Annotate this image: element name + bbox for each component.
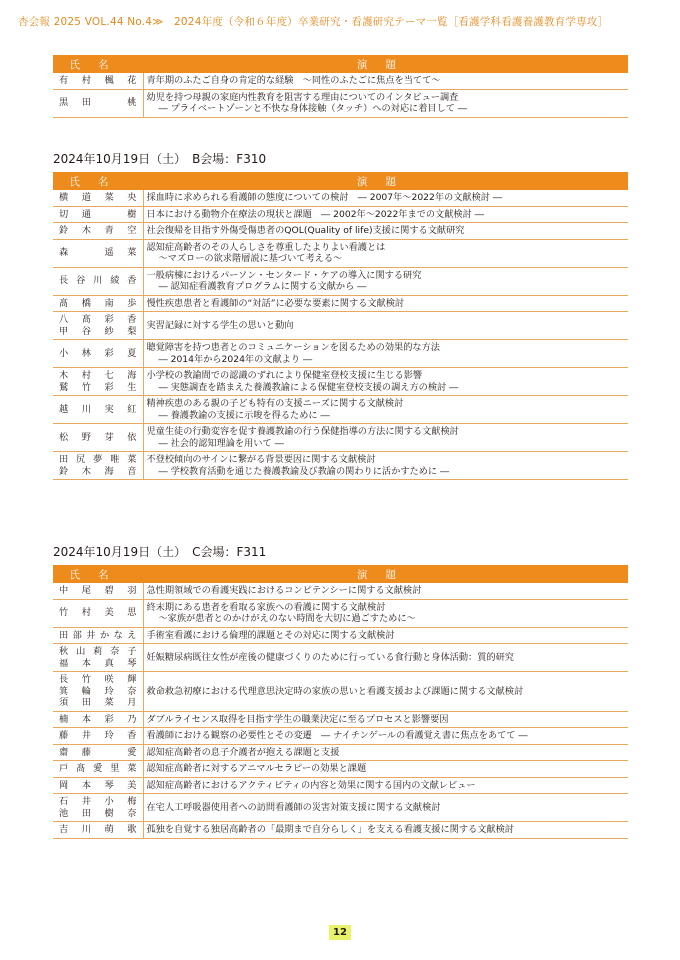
presenter-names xyxy=(53,583,143,599)
presentation-table-a xyxy=(53,55,628,118)
topic-subtitle: ― プライベートゾーンと不快な身体接触（タッチ）への対応に着目して ― xyxy=(158,103,468,114)
presenter-names xyxy=(53,728,143,745)
topic-title: 小学校の教諭間での認識のずれにより保健室登校支援に生じる影響 xyxy=(146,370,423,381)
presentation-topic xyxy=(143,761,628,778)
presenter-name: 鷲竹彩生 xyxy=(59,381,137,393)
presentation-topic xyxy=(143,424,628,452)
presenter-name: 秋山莉奈子 xyxy=(59,646,137,657)
topic-title: 一般病棟におけるパーソン・センタード・ケアの導入に関する研究 xyxy=(146,269,422,281)
table-row xyxy=(53,672,628,712)
topic-subtitle: ― 実態調査を踏まえた養護教諭による保健室登校支援の調え方の検討 ― xyxy=(158,381,459,393)
page-number: 12 xyxy=(329,925,351,940)
column-header-topic: 演題 xyxy=(143,565,628,583)
topic-title: 慢性疾患患者と看護師の“対話”に必要な要素に関する文献検討 xyxy=(146,297,405,309)
table-row xyxy=(53,728,628,745)
topic-title: 採血時に求められる看護師の態度についての検討 ― 2007年～2022年の文献検討 ― xyxy=(146,192,503,203)
presenter-names xyxy=(53,239,143,267)
topic-title: 認知症高齢者に対するアニマルセラピーの効果と課題 xyxy=(146,763,367,774)
topic-subtitle: ― 2014年から2024年の文献より ― xyxy=(158,353,313,365)
topic-title: 孤独を自覚する独居高齢者の「最期まで自分らしく」を支える看護支援に関する文献検討 xyxy=(146,824,514,835)
presentation-topic xyxy=(143,312,628,340)
table-body xyxy=(53,583,628,838)
presenter-name: 竹村美思 xyxy=(59,607,137,619)
presentation-topic xyxy=(143,583,628,599)
table-row xyxy=(53,822,628,839)
presenter-names xyxy=(53,312,143,340)
presenter-name: 木村七海 xyxy=(59,370,137,381)
presentation-topic xyxy=(143,627,628,644)
table-row xyxy=(53,627,628,644)
topic-title: 認知症高齢者の息子介護者が抱える課題と支援 xyxy=(146,746,340,758)
topic-subtitle: ― 養護教諭の支援に示唆を得るために ― xyxy=(158,409,330,421)
presenter-name: 岡本琴美 xyxy=(59,779,137,791)
table-row xyxy=(53,89,628,117)
presenter-names xyxy=(53,396,143,424)
topic-subtitle: ～マズローの欲求階層説に基づいて考える～ xyxy=(158,253,343,264)
table-row xyxy=(53,190,628,206)
presentation-topic xyxy=(143,777,628,794)
presenter-name: 黒田 桃 xyxy=(59,97,137,109)
table-row xyxy=(53,761,628,778)
presenter-name: 切通 樹 xyxy=(59,208,137,220)
presentation-topic xyxy=(143,89,628,117)
table-body xyxy=(53,73,628,117)
presenter-names xyxy=(53,644,143,672)
presenter-name: 鈴木海音 xyxy=(59,465,137,477)
table-row xyxy=(53,295,628,312)
section-c xyxy=(53,543,628,839)
topic-title: 精神疾患のある親の子ども特有の支援ニーズに関する文献検討 xyxy=(146,398,404,409)
presenter-names xyxy=(53,190,143,206)
presenter-names xyxy=(53,761,143,778)
presentation-topic xyxy=(143,239,628,267)
presenter-name: 藤井玲香 xyxy=(59,730,137,741)
presenter-names xyxy=(53,73,143,89)
topic-title: 救命救急初療における代理意思決定時の家族の思いと看護支援および課題に関する文献検討 xyxy=(146,685,524,697)
presenter-name: 森 遥菜 xyxy=(59,247,137,259)
presenter-names xyxy=(53,452,143,480)
topic-title: 看護師における観察の必要性とその変遷 ― ナイチンゲールの看護覚え書に焦点をあてて ― xyxy=(146,730,528,741)
presenter-name: 髙橋南歩 xyxy=(59,297,137,309)
presentation-topic xyxy=(143,644,628,672)
table-row xyxy=(53,396,628,424)
presenter-names xyxy=(53,206,143,223)
presentation-topic xyxy=(143,711,628,728)
topic-title: 幼児を持つ母親の家庭内性教育を阻害する理由についてのインタビュー調査 xyxy=(146,91,459,103)
table-row xyxy=(53,73,628,89)
presentation-topic xyxy=(143,599,628,627)
presenter-name: 池田樹奈 xyxy=(59,807,137,819)
presenter-name: 小林彩夏 xyxy=(59,347,137,359)
presenter-name: 須田菜月 xyxy=(59,697,137,708)
topic-title: 児童生徒の行動変容を促す養護教諭の行う保健指導の方法に関する文献検討 xyxy=(146,426,459,437)
presenter-names xyxy=(53,744,143,761)
presentation-topic xyxy=(143,396,628,424)
table-row xyxy=(53,777,628,794)
presenter-name: 有村楓花 xyxy=(59,75,137,86)
table-row xyxy=(53,312,628,340)
presenter-name: 甲谷紗梨 xyxy=(59,325,137,337)
presentation-topic xyxy=(143,822,628,839)
table-row xyxy=(53,267,628,295)
topic-subtitle: ～家族が患者とのかけがえのない時間を大切に過ごすために～ xyxy=(158,613,416,624)
table-row xyxy=(53,223,628,240)
table-body xyxy=(53,190,628,480)
column-header-name: 氏名 xyxy=(53,565,143,583)
column-header-name: 氏名 xyxy=(53,172,143,190)
presenter-names xyxy=(53,368,143,396)
section-b xyxy=(53,150,628,480)
presentation-topic xyxy=(143,340,628,368)
topic-title: 認知症高齢者におけるアクティビティの内容と効果に関する国内の文献レビュー xyxy=(146,779,476,791)
presenter-names xyxy=(53,295,143,312)
presenter-names xyxy=(53,794,143,822)
topic-title: 妊娠糖尿病既往女性が産後の健康づくりのために行っている食行動と身体活動：質的研究 xyxy=(146,651,514,663)
section-title: 2024年10月19日（土） C会場：F311 xyxy=(53,545,267,559)
presenter-names xyxy=(53,777,143,794)
presentation-table-c xyxy=(53,565,628,839)
presenter-name: 長竹咲輝 xyxy=(59,674,137,685)
table-row xyxy=(53,239,628,267)
table-row xyxy=(53,794,628,822)
topic-subtitle: ― 認知症看護教育プログラムに関する文献から ― xyxy=(158,281,367,292)
table-row xyxy=(53,644,628,672)
column-header-name: 氏名 xyxy=(53,55,143,73)
presenter-name: 横道菜央 xyxy=(59,192,137,203)
table-row xyxy=(53,599,628,627)
table-row xyxy=(53,368,628,396)
topic-title: 手術室看護における倫理的課題とその対応に関する文献検討 xyxy=(146,629,395,641)
presenter-names xyxy=(53,627,143,644)
presenter-name: 楠本彩乃 xyxy=(59,713,137,725)
presenter-name: 戸髙愛里菜 xyxy=(59,763,137,774)
presenter-name: 田部井かなえ xyxy=(59,629,137,641)
presenter-name: 長谷川綾香 xyxy=(59,275,137,287)
topic-title: ダブルライセンス取得を目指す学生の職業決定に至るプロセスと影響要因 xyxy=(146,713,449,725)
table-row xyxy=(53,340,628,368)
presentation-topic xyxy=(143,728,628,745)
presentation-topic xyxy=(143,452,628,480)
page-header: 杏会報 2025 VOL.44 No.4≫ 2024年度（令和６年度）卒業研究・看護研究テーマ一覧［看護学科看護養護教育学専攻］ xyxy=(18,16,609,28)
topic-subtitle: ― 社会的認知理論を用いて ― xyxy=(158,437,284,449)
table-row xyxy=(53,452,628,480)
presenter-names xyxy=(53,340,143,368)
topic-title: 聴覚障害を持つ患者とのコミュニケーションを図るための効果的な方法 xyxy=(146,342,440,353)
presenter-name: 吉川萌歌 xyxy=(59,824,137,835)
topic-title: 青年期のふたご自身の肯定的な経験 ～同性のふたごに焦点を当てて～ xyxy=(146,75,441,86)
presentation-topic xyxy=(143,672,628,712)
presentation-topic xyxy=(143,267,628,295)
presentation-topic xyxy=(143,368,628,396)
presenter-names xyxy=(53,822,143,839)
presenter-names xyxy=(53,672,143,712)
topic-title: 日本における動物介在療法の現状と課題 ― 2002年～2022年までの文献検討 ― xyxy=(146,208,484,220)
table-row xyxy=(53,744,628,761)
presentation-topic xyxy=(143,206,628,223)
topic-title: 社会復帰を目指す外傷受傷患者のQOL(Quality of life)支援に関する文献研究 xyxy=(146,225,465,236)
presenter-name: 齋藤 愛 xyxy=(59,746,137,758)
section-a xyxy=(53,55,628,118)
presenter-names xyxy=(53,711,143,728)
table-row xyxy=(53,206,628,223)
table-row xyxy=(53,583,628,599)
topic-title: 急性期領域での看護実践におけるコンピテンシーに関する文献検討 xyxy=(146,585,422,596)
presentation-topic xyxy=(143,295,628,312)
presenter-name: 田尻夢唯菜 xyxy=(59,454,137,465)
presentation-table-b xyxy=(53,172,628,480)
topic-title: 終末期にある患者を看取る家族への看護に関する文献検討 xyxy=(146,601,386,613)
column-header-topic: 演題 xyxy=(143,172,628,190)
presenter-name: 中尾碧羽 xyxy=(59,585,137,596)
section-title: 2024年10月19日（土） B会場：F310 xyxy=(53,152,267,166)
topic-title: 不登校傾向のサインに繋がる背景要因に関する文献検討 xyxy=(146,454,376,465)
presenter-names xyxy=(53,267,143,295)
topic-title: 実習記録に対する学生の思いと動向 xyxy=(146,319,294,331)
presenter-name: 福本真琴 xyxy=(59,657,137,669)
presentation-topic xyxy=(143,190,628,206)
presenter-names xyxy=(53,599,143,627)
presentation-topic xyxy=(143,744,628,761)
topic-title: 認知症高齢者のその人らしさを尊重したよりよい看護とは xyxy=(146,241,386,253)
presenter-name: 鈴木青空 xyxy=(59,225,137,236)
table-row xyxy=(53,424,628,452)
presenter-name: 越川実紅 xyxy=(59,403,137,415)
presentation-topic xyxy=(143,73,628,89)
presentation-topic xyxy=(143,223,628,240)
presenter-names xyxy=(53,424,143,452)
presenter-name: 石井小梅 xyxy=(59,796,137,807)
presenter-names xyxy=(53,89,143,117)
topic-subtitle: ― 学校教育活動を通じた養護教諭及び教諭の関わりに活かすために ― xyxy=(158,465,450,477)
presenter-name: 箕輪玲奈 xyxy=(59,685,137,697)
presenter-name: 八髙彩香 xyxy=(59,314,137,325)
table-row xyxy=(53,711,628,728)
presenter-names xyxy=(53,223,143,240)
column-header-topic: 演題 xyxy=(143,55,628,73)
topic-title: 在宅人工呼吸器使用者への訪問看護師の災害対策支援に関する文献検討 xyxy=(146,801,441,813)
presentation-topic xyxy=(143,794,628,822)
presenter-name: 松野芽依 xyxy=(59,431,137,443)
